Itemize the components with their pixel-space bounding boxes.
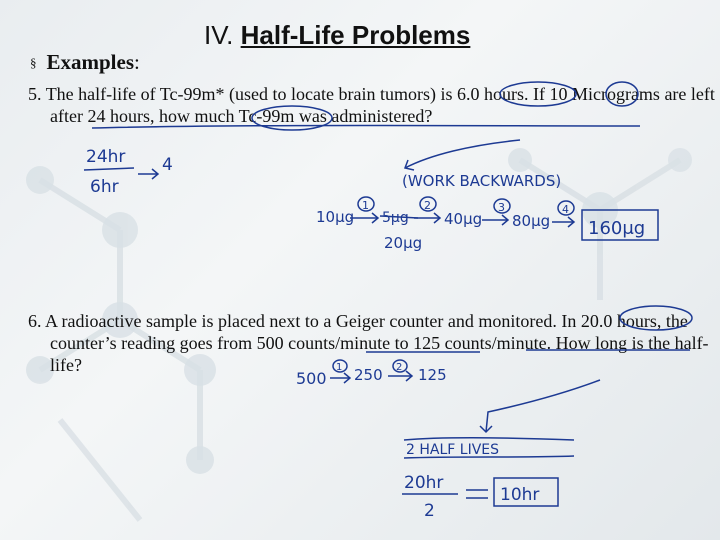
ink-p5-step4-label: 4 (562, 203, 569, 216)
examples-label: Examples (46, 50, 135, 74)
ink-p6-end: 125 (418, 366, 447, 384)
ink-p5-fraction-top: 24hr (86, 147, 126, 167)
problem-number: 5. (28, 84, 42, 104)
problem-number: 6. (28, 311, 42, 331)
ink-p5-note: (WORK BACKWARDS) (402, 172, 562, 190)
ink-p6-mid: 250 (354, 366, 383, 384)
ink-p5-step3-label: 3 (498, 201, 505, 214)
ink-p6-start: 500 (296, 369, 327, 388)
ink-p5-step2: 40μg (444, 210, 483, 228)
title-text: Half-Life Problems (240, 20, 471, 50)
ink-p6-fraction-top: 20hr (404, 473, 444, 493)
ink-p5-fraction-bottom: 6hr (90, 177, 119, 197)
ink-p5-step1-label: 1 (362, 199, 369, 212)
ink-p5-answer: 160μg (588, 218, 646, 239)
slide-title (204, 20, 470, 51)
ink-p5-step1: 5μg (382, 210, 409, 226)
ink-p6-step1-label: 1 (336, 362, 343, 373)
problem-5 (28, 83, 720, 127)
problem-6 (28, 310, 720, 376)
ink-p6-step2-label: 2 (396, 362, 403, 373)
ink-p5-step3: 80μg (512, 212, 551, 230)
ink-p5-start: 10μg (316, 208, 355, 226)
title-number: IV. (204, 20, 234, 50)
problem-text: A radioactive sample is placed next to a Geiger counter and monitored. In 20.0 hours, the counter’s reading goes from 500 counts/minute to 125 counts/minute. How long is the half-life? (45, 311, 709, 375)
bullet-icon: § (30, 55, 37, 70)
ink-p5-step2-label: 2 (424, 199, 431, 212)
ink-p6-fraction-bottom: 2 (424, 501, 435, 521)
ink-p5-result: 4 (162, 155, 173, 175)
examples-colon: : (134, 50, 140, 74)
ink-p6-answer: 10hr (500, 485, 540, 505)
ink-p5-step1-alt: 20μg (384, 234, 423, 252)
problem-text: The half-life of Tc-99m* (used to locate brain tumors) is 6.0 hours. If 10 Micrograms are left after 24 hours, how much Tc-99m was administered? (45, 84, 715, 126)
examples-heading (30, 50, 140, 75)
ink-p6-note: 2 HALF LIVES (406, 442, 500, 458)
